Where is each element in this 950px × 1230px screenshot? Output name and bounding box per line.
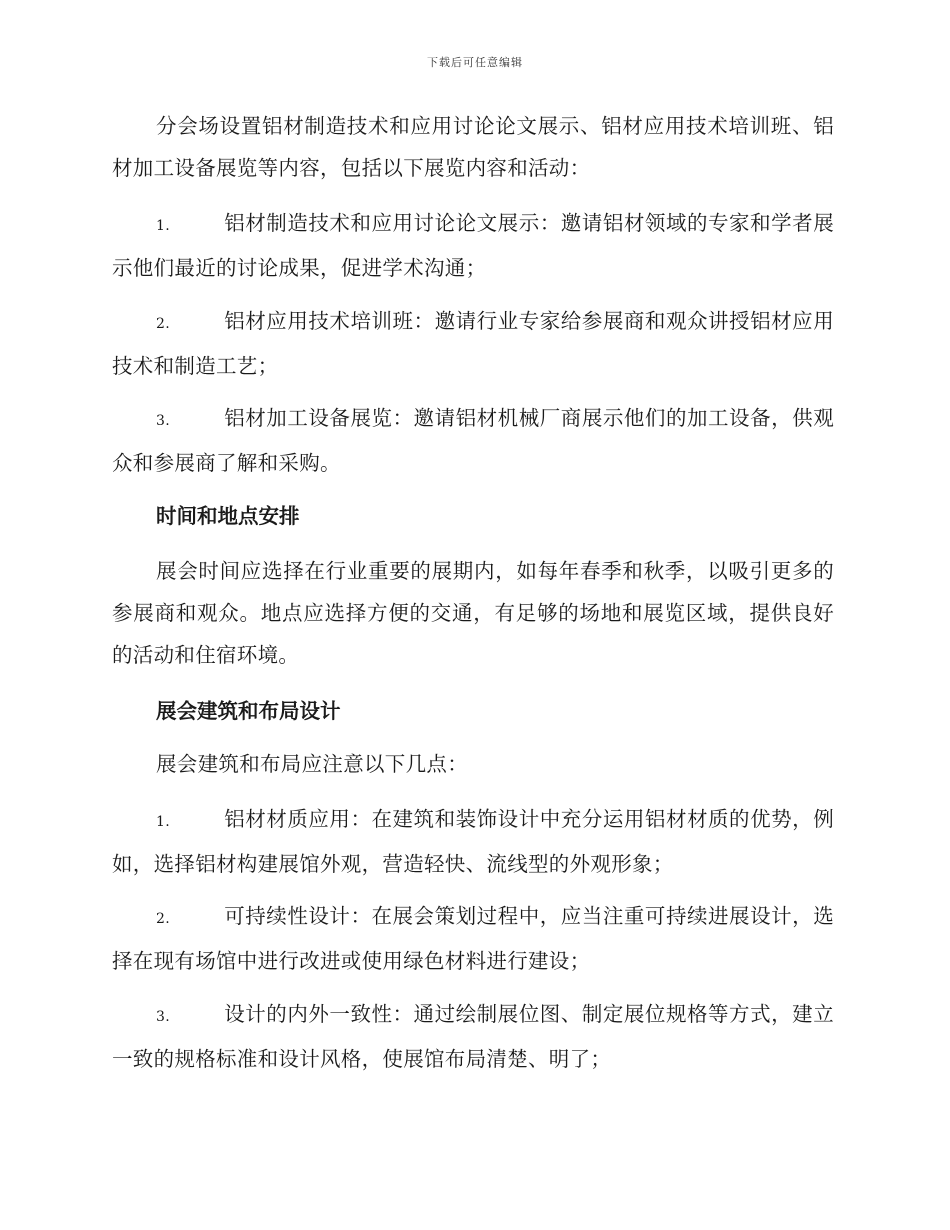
list-text: 可持续性设计：在展会策划过程中，应当注重可持续进展设计，选择在现有场馆中进行改进或使用绿色材料进行建设； xyxy=(112,904,834,973)
list-text: 铝材应用技术培训班：邀请行业专家给参展商和观众讲授铝材应用技术和制造工艺； xyxy=(112,309,834,378)
list-number: 3. xyxy=(156,413,170,429)
time-paragraph: 展会时间应选择在行业重要的展期内，如每年春季和秋季，以吸引更多的参展商和观众。地点应选择方便的交通，有足够的场地和展览区域，提供良好的活动和住宿环境。 xyxy=(112,559,834,667)
layout-paragraph: 展会建筑和布局应注意以下几点： xyxy=(156,752,468,776)
list-item xyxy=(112,993,834,1080)
section-heading: 时间和地点安排 xyxy=(156,504,300,528)
list-text: 铝材加工设备展览：邀请铝材机械厂商展示他们的加工设备，供观众和参展商了解和采购。 xyxy=(112,406,834,475)
intro-paragraph: 分会场设置铝材制造技术和应用讨论论文展示、铝材应用技术培训班、铝材加工设备展览等内容，包括以下展览内容和活动： xyxy=(112,114,834,180)
list-item xyxy=(112,895,834,982)
list-text: 铝材材质应用：在建筑和装饰设计中充分运用铝材材质的优势，例如，选择铝材构建展馆外观，营造轻快、流线型的外观形象； xyxy=(112,807,834,876)
list-number: 1. xyxy=(156,218,170,234)
list-number: 1. xyxy=(156,814,170,830)
list-text: 设计的内外一致性：通过绘制展位图、制定展位规格等方式，建立一致的规格标准和设计风格，使展馆布局清楚、明了； xyxy=(112,1002,834,1071)
list-number: 3. xyxy=(156,1009,170,1025)
list-number: 2. xyxy=(156,911,170,927)
list-item xyxy=(112,202,834,289)
list-item xyxy=(112,798,834,885)
list-number: 2. xyxy=(156,316,170,332)
list-item xyxy=(112,300,834,387)
list-item xyxy=(112,397,834,484)
list-text: 铝材制造技术和应用讨论论文展示：邀请铝材领域的专家和学者展示他们最近的讨论成果，促进学术沟通； xyxy=(112,211,834,280)
section-heading: 展会建筑和布局设计 xyxy=(156,699,341,723)
header-note: 下载后可任意编辑 xyxy=(427,56,523,69)
